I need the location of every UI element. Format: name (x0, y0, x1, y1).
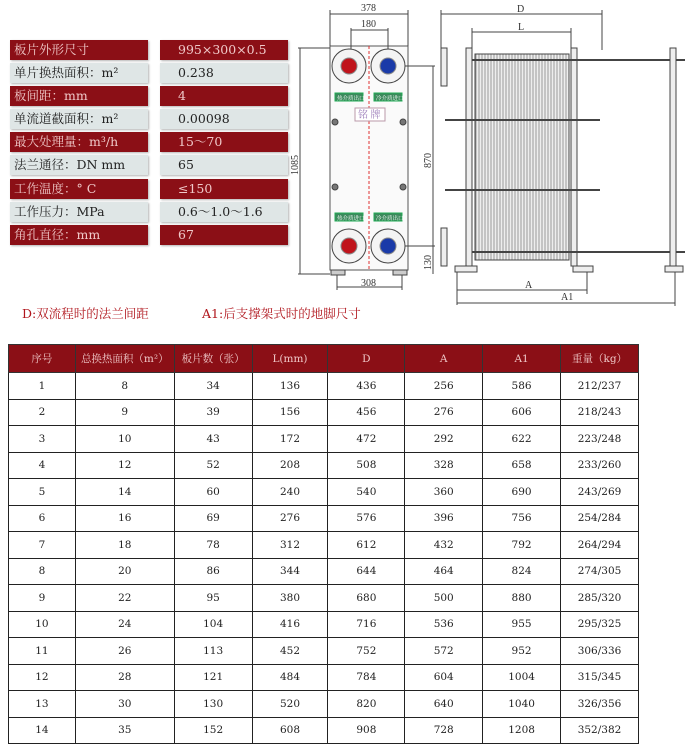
spec-value: ≤150 (160, 179, 288, 199)
table-cell: 43 (174, 426, 252, 453)
dim-port-vertical: 870 (423, 153, 434, 168)
table-cell: 540 (328, 479, 405, 506)
table-cell: 60 (174, 479, 252, 506)
table-cell: 16 (75, 505, 174, 532)
table-cell: 35 (75, 717, 174, 744)
dim-A1: A1 (561, 292, 574, 303)
table-cell: 8 (9, 558, 76, 585)
table-cell: 612 (328, 532, 405, 559)
table-cell: 640 (405, 691, 483, 718)
table-cell: 4 (9, 452, 76, 479)
heat-exchanger-diagram (290, 0, 700, 303)
table-cell: 824 (483, 558, 561, 585)
table-row (9, 558, 639, 585)
table-cell: 520 (252, 691, 328, 718)
table-cell: 2 (9, 399, 76, 426)
table-cell: 784 (328, 664, 405, 691)
table-cell: 360 (405, 479, 483, 506)
table-cell: 328 (405, 452, 483, 479)
table-row (9, 505, 639, 532)
table-cell: 500 (405, 585, 483, 612)
table-cell: 908 (328, 717, 405, 744)
column-header: 总换热面积（m²） (75, 345, 174, 373)
table-cell: 576 (328, 505, 405, 532)
dim-L: L (518, 22, 525, 33)
spec-label: 最大处理量：m³/h (10, 132, 148, 152)
table-cell: 22 (75, 585, 174, 612)
table-row (9, 717, 639, 744)
table-cell: 6 (9, 505, 76, 532)
table-cell: 18 (75, 532, 174, 559)
dim-bottom: 130 (423, 255, 434, 270)
table-cell: 10 (9, 611, 76, 638)
table-cell: 380 (252, 585, 328, 612)
table-cell: 312 (252, 532, 328, 559)
table-cell: 472 (328, 426, 405, 453)
table-cell: 223/248 (561, 426, 639, 453)
dim-height: 1085 (290, 155, 301, 175)
a1-note: A1:后支撑架式时的地脚尺寸 (202, 306, 361, 321)
table-cell: 156 (252, 399, 328, 426)
column-header: 序号 (9, 345, 76, 373)
table-row (9, 426, 639, 453)
spec-table (10, 40, 290, 248)
table-cell: 30 (75, 691, 174, 718)
table-cell: 1208 (483, 717, 561, 744)
table-row (9, 532, 639, 559)
table-cell: 9 (9, 585, 76, 612)
table-cell: 212/237 (561, 373, 639, 400)
table-cell: 276 (405, 399, 483, 426)
spec-row (10, 202, 290, 222)
table-cell: 820 (328, 691, 405, 718)
table-cell: 315/345 (561, 664, 639, 691)
table-cell: 690 (483, 479, 561, 506)
table-cell: 752 (328, 638, 405, 665)
table-cell: 28 (75, 664, 174, 691)
table-cell: 3 (9, 426, 76, 453)
table-cell: 274/305 (561, 558, 639, 585)
table-cell: 14 (9, 717, 76, 744)
table-cell: 254/284 (561, 505, 639, 532)
table-cell: 20 (75, 558, 174, 585)
table-cell: 13 (9, 691, 76, 718)
table-cell: 396 (405, 505, 483, 532)
table-cell: 436 (328, 373, 405, 400)
column-header: A1 (483, 345, 561, 373)
table-cell: 606 (483, 399, 561, 426)
table-cell: 464 (405, 558, 483, 585)
table-cell: 5 (9, 479, 76, 506)
table-cell: 680 (328, 585, 405, 612)
spec-label: 板间距：mm (10, 86, 148, 106)
table-cell: 78 (174, 532, 252, 559)
table-cell: 95 (174, 585, 252, 612)
column-header: 板片数（张） (174, 345, 252, 373)
spec-value: 0.6～1.0～1.6 (160, 202, 288, 222)
table-cell: 1040 (483, 691, 561, 718)
table-row (9, 585, 639, 612)
table-cell: 952 (483, 638, 561, 665)
side-view (441, 4, 685, 306)
table-cell: 756 (483, 505, 561, 532)
table-cell: 452 (252, 638, 328, 665)
table-cell: 121 (174, 664, 252, 691)
table-cell: 1 (9, 373, 76, 400)
table-cell: 292 (405, 426, 483, 453)
table-row (9, 399, 639, 426)
dim-foot: 308 (361, 278, 376, 289)
spec-value: 67 (160, 225, 288, 245)
table-cell: 295/325 (561, 611, 639, 638)
table-cell: 130 (174, 691, 252, 718)
d-note: D:双流程时的法兰间距 (22, 306, 149, 321)
spec-label: 工作温度：° C (10, 179, 148, 199)
table-cell: 484 (252, 664, 328, 691)
model-table (8, 344, 639, 744)
table-cell: 10 (75, 426, 174, 453)
nameplate: 铭 牌 (358, 110, 381, 121)
table-cell: 9 (75, 399, 174, 426)
table-cell: 352/382 (561, 717, 639, 744)
spec-row (10, 225, 290, 245)
table-cell: 172 (252, 426, 328, 453)
table-cell: 416 (252, 611, 328, 638)
spec-row (10, 109, 290, 129)
table-cell: 264/294 (561, 532, 639, 559)
table-cell: 508 (328, 452, 405, 479)
dim-D: D (517, 4, 525, 15)
table-cell: 69 (174, 505, 252, 532)
dim-A: A (525, 280, 533, 291)
dim-port: 180 (361, 19, 376, 30)
table-cell: 658 (483, 452, 561, 479)
spec-value: 0.00098 (160, 109, 288, 129)
table-cell: 728 (405, 717, 483, 744)
port-label: 热介质进口 (337, 216, 365, 222)
port-label: 冷介质进口 (376, 96, 404, 102)
spec-value: 4 (160, 86, 288, 106)
table-cell: 572 (405, 638, 483, 665)
table-cell: 285/320 (561, 585, 639, 612)
table-cell: 243/269 (561, 479, 639, 506)
table-row (9, 611, 639, 638)
column-header: L(mm) (252, 345, 328, 373)
table-cell: 792 (483, 532, 561, 559)
table-row (9, 638, 639, 665)
table-cell: 240 (252, 479, 328, 506)
spec-row (10, 40, 290, 60)
spec-label: 工作压力：MPa (10, 202, 148, 222)
table-cell: 12 (9, 664, 76, 691)
port-label: 热介质出口 (337, 96, 365, 102)
table-cell: 34 (174, 373, 252, 400)
table-row (9, 691, 639, 718)
column-header: 重量（kg） (561, 345, 639, 373)
port-label: 冷介质出口 (376, 216, 404, 222)
table-cell: 536 (405, 611, 483, 638)
spec-value: 65 (160, 155, 288, 175)
table-row (9, 373, 639, 400)
spec-row (10, 86, 290, 106)
table-cell: 622 (483, 426, 561, 453)
spec-label: 单片换热面积：m² (10, 63, 148, 83)
spec-row (10, 179, 290, 199)
table-cell: 276 (252, 505, 328, 532)
table-cell: 14 (75, 479, 174, 506)
table-cell: 716 (328, 611, 405, 638)
table-cell: 326/356 (561, 691, 639, 718)
table-cell: 152 (174, 717, 252, 744)
table-cell: 104 (174, 611, 252, 638)
dim-width: 378 (361, 3, 376, 14)
table-cell: 113 (174, 638, 252, 665)
table-cell: 608 (252, 717, 328, 744)
table-cell: 256 (405, 373, 483, 400)
table-cell: 344 (252, 558, 328, 585)
spec-row (10, 155, 290, 175)
spec-label: 法兰通径：DN mm (10, 155, 148, 175)
spec-row (10, 132, 290, 152)
spec-label: 板片外形尺寸 (10, 40, 148, 60)
table-cell: 644 (328, 558, 405, 585)
table-header (9, 345, 639, 373)
table-cell: 52 (174, 452, 252, 479)
table-cell: 586 (483, 373, 561, 400)
table-cell: 86 (174, 558, 252, 585)
table-cell: 880 (483, 585, 561, 612)
table-cell: 7 (9, 532, 76, 559)
front-view (290, 3, 435, 290)
spec-value: 0.238 (160, 63, 288, 83)
spec-label: 单流道截面积：m² (10, 109, 148, 129)
spec-value: 995×300×0.5 (160, 40, 288, 60)
spec-label: 角孔直径：mm (10, 225, 148, 245)
table-cell: 1004 (483, 664, 561, 691)
table-cell: 208 (252, 452, 328, 479)
table-cell: 11 (9, 638, 76, 665)
table-cell: 12 (75, 452, 174, 479)
table-cell: 955 (483, 611, 561, 638)
table-cell: 24 (75, 611, 174, 638)
spec-row (10, 63, 290, 83)
table-row (9, 452, 639, 479)
table-cell: 8 (75, 373, 174, 400)
column-header: D (328, 345, 405, 373)
table-cell: 136 (252, 373, 328, 400)
table-cell: 456 (328, 399, 405, 426)
table-row (9, 479, 639, 506)
table-cell: 233/260 (561, 452, 639, 479)
table-cell: 306/336 (561, 638, 639, 665)
table-cell: 26 (75, 638, 174, 665)
table-cell: 39 (174, 399, 252, 426)
table-cell: 604 (405, 664, 483, 691)
table-cell: 432 (405, 532, 483, 559)
spec-value: 15～70 (160, 132, 288, 152)
column-header: A (405, 345, 483, 373)
table-row (9, 664, 639, 691)
table-cell: 218/243 (561, 399, 639, 426)
